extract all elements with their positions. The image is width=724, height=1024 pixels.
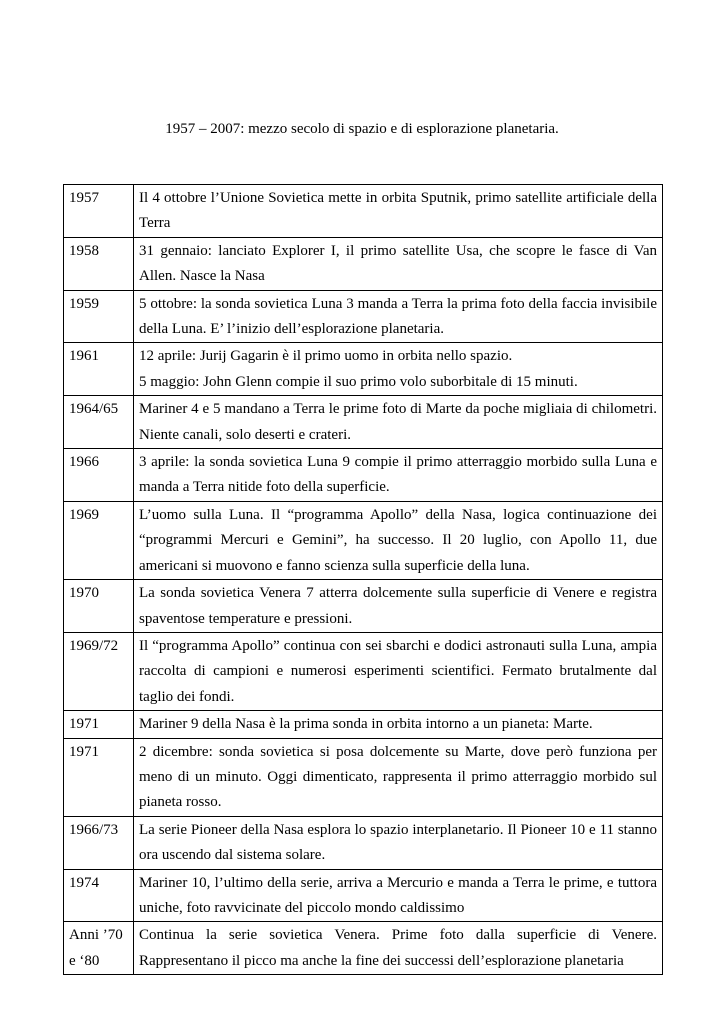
table-row [64, 632, 663, 710]
event-cell [134, 816, 663, 869]
event-cell [134, 237, 663, 290]
event-text: L’uomo sulla Luna. Il “programma Apollo” della Nasa, logica continuazione dei “programmi Mercuri e Gemini”, ha successo. Il 20 luglio, con Apollo 11, due americani si muovono e fanno scienza sulla superficie della luna. [139, 506, 657, 574]
table-row [64, 711, 663, 738]
year-cell: 1971 [64, 711, 134, 738]
page-title: 1957 – 2007: mezzo secolo di spazio e di esplorazione planetaria. [165, 121, 559, 137]
table-row [64, 185, 663, 238]
year-cell: 1971 [64, 738, 134, 816]
event-text: 5 ottobre: la sonda sovietica Luna 3 manda a Terra la prima foto della faccia invisibile della Luna. E’ l’inizio dell’esplorazione planetaria. [139, 295, 657, 338]
event-cell [134, 396, 663, 449]
event-cell [134, 580, 663, 633]
event-cell [134, 343, 663, 396]
table-row [64, 237, 663, 290]
event-cell [134, 632, 663, 710]
table-row [64, 922, 663, 975]
table-row [64, 869, 663, 922]
year-cell: 1959 [64, 290, 134, 343]
event-text: 2 dicembre: sonda sovietica si posa dolcemente su Marte, dove però funziona per meno di un minuto. Oggi dimenticato, rappresenta il primo atterraggio morbido sul pianeta rosso. [139, 743, 657, 811]
year-cell: 1961 [64, 343, 134, 396]
event-text: 3 aprile: la sonda sovietica Luna 9 compie il primo atterraggio morbido sulla Luna e manda a Terra nitide foto della superficie. [139, 454, 657, 496]
timeline-table [63, 184, 663, 975]
year-cell: 1958 [64, 237, 134, 290]
year-cell: 1969 [64, 501, 134, 579]
timeline-body [64, 185, 663, 975]
event-cell [134, 449, 663, 502]
year-cell: 1966 [64, 449, 134, 502]
year-cell: 1964/65 [64, 396, 134, 449]
year-cell: 1957 [64, 185, 134, 238]
event-text: Il 4 ottobre l’Unione Sovietica mette in orbita Sputnik, primo satellite artificiale della Terra [139, 190, 657, 232]
table-row [64, 738, 663, 816]
year-cell: 1966/73 [64, 816, 134, 869]
event-cell [134, 501, 663, 579]
event-cell [134, 738, 663, 816]
table-row [64, 816, 663, 869]
year-cell: 1974 [64, 869, 134, 922]
year-cell: 1970 [64, 580, 134, 633]
table-row [64, 449, 663, 502]
table-row [64, 290, 663, 343]
event-text: Continua la serie sovietica Venera. Prime foto dalla superficie di Venere. Rappresentano il picco ma anche la fine dei successi dell’esplorazione planetaria [139, 927, 657, 969]
event-text: Mariner 4 e 5 mandano a Terra le prime foto di Marte da poche migliaia di chilometri. Niente canali, solo deserti e crateri. [139, 401, 657, 443]
year-cell: 1969/72 [64, 632, 134, 710]
event-cell [134, 922, 663, 975]
event-cell [134, 869, 663, 922]
event-cell [134, 290, 663, 343]
event-text: 12 aprile: Jurij Gagarin è il primo uomo in orbita nello spazio. [139, 348, 513, 365]
event-text: Mariner 10, l’ultimo della serie, arriva a Mercurio e manda a Terra le prime, e tuttora uniche, foto ravvicinate del piccolo mondo caldissimo [139, 874, 657, 916]
table-row [64, 580, 663, 633]
table-row [64, 396, 663, 449]
event-text: 31 gennaio: lanciato Explorer I, il primo satellite Usa, che scopre le fasce di Van Allen. Nasce la Nasa [139, 242, 657, 285]
event-text: 5 maggio: John Glenn compie il suo primo volo suborbitale di 15 minuti. [139, 373, 578, 390]
table-row [64, 501, 663, 579]
table-row [64, 343, 663, 396]
event-text: Mariner 9 della Nasa è la prima sonda in orbita intorno a un pianeta: Marte. [139, 716, 593, 733]
year-cell: Anni ’70 e ‘80 [64, 922, 134, 975]
event-cell [134, 711, 663, 738]
event-text: La serie Pioneer della Nasa esplora lo spazio interplanetario. Il Pioneer 10 e 11 stanno ora uscendo dal sistema solare. [139, 821, 657, 864]
event-text: La sonda sovietica Venera 7 atterra dolcemente sulla superficie di Venere e registra spaventose temperature e pressioni. [139, 585, 657, 627]
event-cell [134, 185, 663, 238]
event-text: Il “programma Apollo” continua con sei sbarchi e dodici astronauti sulla Luna, ampia raccolta di campioni e numerosi esperimenti scientifici. Fermato brutalmente dal taglio dei fondi. [139, 637, 657, 705]
